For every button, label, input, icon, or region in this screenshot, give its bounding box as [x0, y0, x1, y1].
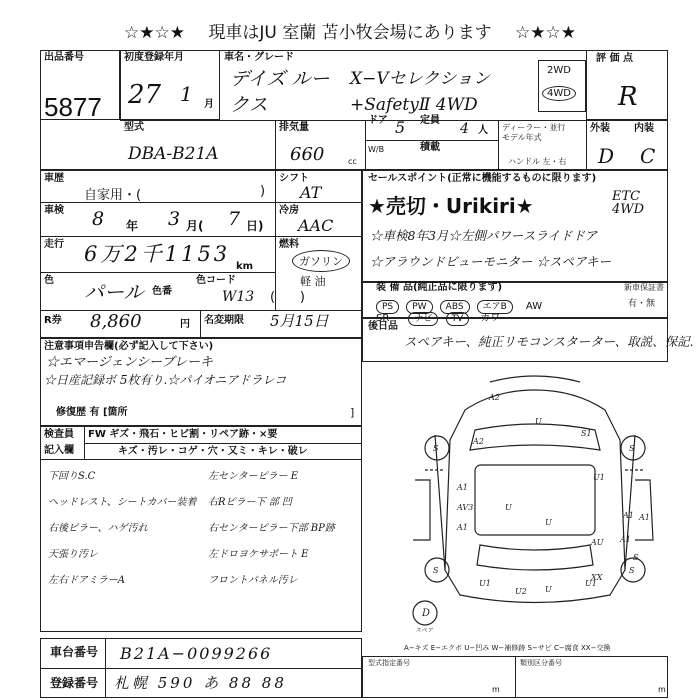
sales-headline: ★売切・Urikiri★ [368, 194, 534, 218]
rear-items-label: 後日品 [368, 321, 398, 332]
mark-u1: U1 [593, 473, 605, 482]
chassis-label: 車台番号 [50, 645, 99, 659]
sales-title: セールスポイント(正常に機能するものに限ります) [368, 173, 597, 184]
mark-a1-ls: A1 [457, 523, 468, 532]
mileage-value: 6万2千1153 [84, 242, 231, 266]
color-code-label: 色番 [152, 286, 172, 297]
lot-number: 5877 [44, 92, 102, 122]
equip-sr: SR [376, 313, 390, 324]
interior-label: 内装 [634, 123, 654, 134]
row-sub-divider [365, 140, 498, 141]
history-value: 自家用・( [84, 188, 142, 203]
rear-items-value: スペアキー、純正リモコンスターター、取説、保記. [404, 334, 694, 349]
mark-a2: A2 [473, 437, 484, 446]
equip-ps: PS [376, 300, 399, 314]
insp-right-0: 左センターピラー E [208, 471, 299, 482]
doors-value: 5 [395, 118, 406, 137]
exterior-value: D [598, 144, 615, 168]
doors-label: ドア [368, 115, 388, 126]
equip-abs: ABS [440, 300, 470, 314]
mark-a1-r: A1 [623, 511, 634, 520]
insp-left-2: 右後ピラー、ハゲ汚れ [48, 523, 148, 534]
wheel-label: ハンドル 左・右 [508, 157, 567, 166]
details-row-3 [40, 272, 275, 273]
inspection-day: 7 [228, 208, 241, 230]
mark-s-rl: S [433, 566, 439, 575]
capacity-label: 定員 [420, 115, 440, 126]
unit-m2: m [658, 685, 666, 694]
inspection-year-unit: 年 [126, 219, 139, 233]
col-divider-2 [365, 120, 366, 170]
inspection-month: 3 [168, 208, 181, 230]
name-change-label: 名変期限 [204, 315, 244, 326]
load-prefix: W/B [368, 145, 385, 154]
mark-s-side: S [633, 553, 639, 562]
mark-au: AU [591, 538, 604, 547]
mark-spare: スペア [415, 627, 434, 634]
mark-u-mid: U [505, 503, 512, 512]
recycle-label: R券 [44, 315, 62, 326]
mark-av3: AV3 [457, 503, 474, 512]
mileage-unit: km [236, 261, 254, 272]
aircon-label: 冷房 [279, 205, 299, 216]
mark-s-fl: S [433, 444, 439, 453]
fuel-gas: ガソリン [292, 250, 350, 272]
color-code: W13 [222, 289, 255, 305]
col-divider-1 [275, 120, 276, 170]
drive-4wd: 4WD [542, 86, 576, 101]
model-number-label: 型式指定番号 [368, 659, 410, 667]
repair-bracket: ] [350, 406, 355, 419]
category-label: 類別区分番号 [520, 659, 562, 667]
mark-a1-rs: A1 [620, 535, 631, 544]
inspector-label2: 記入欄 [44, 445, 74, 456]
header-title-row [0, 18, 700, 43]
equipment-title: 装 備 品(純正品に限ります) [376, 282, 503, 293]
color-paren: ( ) [270, 290, 305, 305]
type-label: 型式 [124, 122, 144, 133]
insp-right-3: 左ドロヨケサポート E [208, 549, 309, 560]
insp-right-4: フロントパネル汚レ [208, 575, 298, 586]
col-divider-3 [498, 120, 499, 170]
equip-navi: ナビ [408, 312, 438, 326]
equip-leather: カワ [480, 313, 501, 324]
insp-left-1: ヘッドレスト、シートカバー装着 [48, 497, 197, 508]
header-stars-left: ☆★☆★ [123, 23, 185, 43]
insp-left-0: 下回りS.C [48, 471, 96, 482]
mark-u-rear: U [545, 585, 552, 594]
equip-pw: PW [406, 300, 432, 314]
first-reg-year: 27 [128, 80, 162, 110]
model-year-label: モデル年式 [502, 133, 542, 142]
recycle-unit: 円 [180, 319, 190, 330]
mark-s-rr: S [629, 566, 635, 575]
first-reg-unit: 月 [204, 99, 214, 110]
equip-tv: TV [446, 312, 470, 326]
repair-history: 修復歴 有 [箇所 [56, 407, 128, 418]
mark-u1-r: U1 [479, 579, 491, 588]
model-name: デイズ ルークス [230, 68, 330, 116]
shift-value: AT [300, 183, 322, 202]
capacity-value: 4 [460, 121, 469, 137]
score-value: R [618, 82, 638, 112]
mark-s1: S1 [581, 429, 592, 438]
sales-line2: ☆アラウンドビューモニター ☆スペアキー [370, 254, 611, 269]
bottom-right-divider [515, 656, 516, 698]
mark-a1-l: A1 [457, 483, 468, 492]
col-divider-4 [586, 120, 587, 170]
mark-a2-front: A2 [489, 393, 500, 402]
notes-line1: ☆エマージェンシーブレーキ [46, 355, 213, 370]
chassis-value: B21A−0099266 [120, 644, 273, 663]
damage-legend: A−キズ E−エクボ U−凹み W−補修跡 S−サビ C−腐食 XX−交換 [404, 644, 611, 652]
details-row-1 [40, 202, 362, 203]
recycle-divider [200, 310, 201, 338]
inspector-row2: キズ・汚レ・コゲ・穴・又ミ・キレ・破レ [118, 446, 308, 457]
mark-u: U [535, 417, 542, 426]
displacement-label: 排気量 [279, 122, 309, 133]
registration-value: 札幌 590 あ 88 88 [114, 674, 287, 692]
header-title: 現車はJU 室蘭 苫小牧会場にあります [208, 23, 492, 43]
inspection-year: 8 [92, 208, 105, 230]
fuel-label: 燃料 [279, 239, 299, 250]
mark-a1-side: A1 [639, 513, 650, 522]
inspection-month-unit: 月( [186, 219, 204, 233]
mark-u2: U2 [515, 587, 527, 596]
mileage-label: 走行 [44, 239, 64, 250]
mark-s-fr: S [629, 444, 635, 453]
newcar-label: 新車保証書 [624, 283, 664, 292]
inspector-mid [84, 443, 362, 444]
insp-left-3: 天張り汚レ [48, 549, 98, 560]
equip-airbag: エアB [477, 300, 513, 314]
unit-m1: m [492, 685, 500, 694]
inspector-notes-block [40, 460, 362, 632]
details-row-2 [40, 236, 362, 237]
inspection-label: 車検 [44, 205, 64, 216]
first-reg-label: 初度登録年月 [124, 52, 184, 63]
inspection-day-unit: 日) [246, 219, 264, 233]
model-label: 車名・グレード [224, 52, 294, 63]
score-label: 評 価 点 [596, 53, 633, 64]
notes-line2: ☆日産記録ボ 5枚有り.☆パイオニアドラレコ [44, 373, 287, 387]
lot-label: 出品番号 [44, 52, 84, 63]
newcar-value: 有・無 [628, 299, 656, 309]
capacity-unit: 人 [478, 125, 488, 136]
equip-aw: AW [525, 301, 543, 312]
inspector-row1: FW ギズ・飛石・ヒビ割・リペア跡・×要 [88, 429, 278, 440]
displacement-value: 660 [290, 144, 325, 165]
name-change-value: 5月15日 [270, 312, 329, 330]
shift-label: シフト [279, 173, 309, 184]
interior-value: C [640, 144, 656, 168]
details-col-divider [275, 170, 276, 310]
inspector-label1: 検査員 [44, 429, 74, 440]
mark-xx: XX [591, 573, 603, 582]
sales-etc: ETC 4WD [612, 189, 645, 217]
bottom-row-divider [40, 668, 362, 669]
car-damage-diagram [395, 370, 670, 634]
load-label: 積載 [420, 142, 440, 153]
history-label: 車歴 [44, 173, 64, 184]
mark-u-mid2: U [545, 518, 552, 527]
fuel-diesel: 軽 油 [300, 275, 326, 288]
sales-line1: ☆車検8年3月☆左側パワースライドドア [370, 228, 598, 243]
header-stars-right: ☆★☆★ [515, 23, 576, 43]
history-close: ) [260, 184, 266, 199]
color-color-label: 色コード [196, 275, 236, 286]
registration-label: 登録番号 [50, 676, 99, 690]
mark-u1-rr: U1 [585, 579, 597, 588]
dealer-label: ディーラー・並行 [502, 123, 566, 132]
aircon-value: AAC [298, 216, 334, 235]
color-value: パール [84, 280, 144, 304]
notes-title: 注意事項申告欄(必ず記入して下さい) [44, 341, 214, 352]
insp-right-1: 右Rピラー下 部 凹 [208, 497, 292, 508]
recycle-value: 8,860 [90, 311, 142, 332]
type-value: DBA-B21A [128, 144, 219, 164]
model-grade: X−Vセレクション +SafetyⅡ 4WD [350, 69, 490, 115]
insp-right-2: 右センターピラー下部 BP跡 [208, 523, 335, 534]
exterior-label: 外装 [590, 123, 610, 134]
color-label: 色 [44, 275, 54, 286]
displacement-unit: cc [348, 157, 357, 166]
drive-2wd: 2WD [547, 65, 571, 76]
insp-left-4: 左右ドアミラーA [48, 575, 125, 586]
first-reg-month: 1 [180, 82, 193, 106]
details-row-4 [40, 310, 362, 311]
mark-d: D [422, 608, 431, 619]
